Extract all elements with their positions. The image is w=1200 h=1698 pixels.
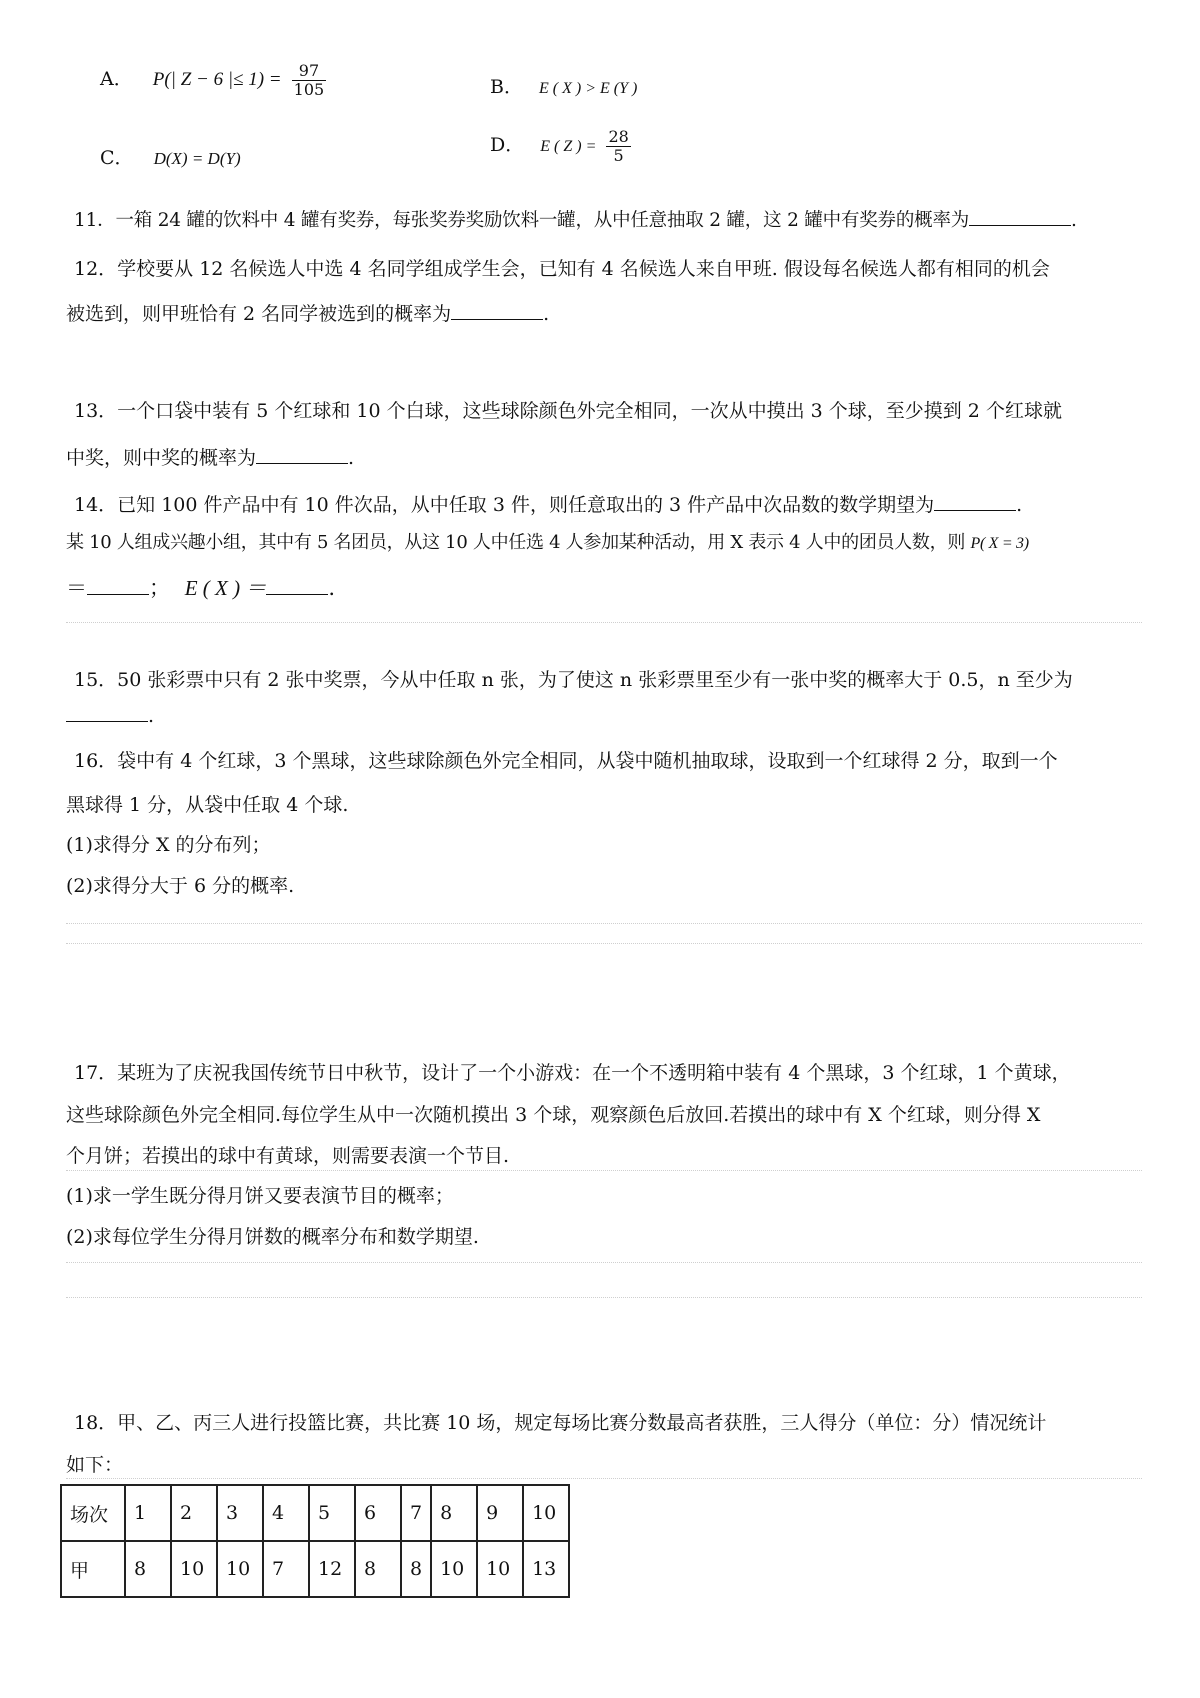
answer-blank xyxy=(87,593,149,595)
table-cell: 8 xyxy=(355,1541,401,1597)
divider xyxy=(66,1262,1142,1263)
answer-blank xyxy=(256,462,348,464)
option-d-denominator: 5 xyxy=(613,145,624,165)
question-16-part-1: (1)求得分 X 的分布列； xyxy=(66,834,271,856)
table-cell: 6 xyxy=(355,1485,401,1541)
option-d-label: D． xyxy=(490,134,525,157)
table-cell: 7 xyxy=(263,1541,309,1597)
question-12-text: 被选到，则甲班恰有 2 名同学被选到的概率为 xyxy=(66,303,452,325)
option-c-expr: D(X) = D(Y) xyxy=(153,149,241,168)
table-cell: 12 xyxy=(309,1541,355,1597)
option-b-label: B． xyxy=(490,76,523,98)
equals-sign: ＝ xyxy=(66,576,87,600)
question-15-line-2 xyxy=(66,705,154,727)
table-cell: 10 xyxy=(171,1541,217,1597)
question-18-line-2: 如下： xyxy=(66,1454,124,1476)
question-17-line-1: 17．某班为了庆祝我国传统节日中秋节，设计了一个小游戏：在一个不透明箱中装有 4 个黑球，3 个红球，1 个黄球， xyxy=(74,1062,1071,1084)
option-a xyxy=(100,62,326,98)
question-16-part-2: (2)求得分大于 6 分的概率. xyxy=(66,875,295,897)
question-17-line-3: 个月饼；若摸出的球中有黄球，则需要表演一个节目. xyxy=(66,1145,510,1167)
option-c-label: C． xyxy=(100,147,134,169)
divider xyxy=(66,943,1142,944)
table-cell: 1 xyxy=(125,1485,171,1541)
question-18-line-1: 18．甲、乙、丙三人进行投篮比赛，共比赛 10 场，规定每场比赛分数最高者获胜，三人得分（单位：分）情况统计 xyxy=(74,1412,1047,1434)
option-a-denominator: 105 xyxy=(293,79,325,99)
option-a-fraction xyxy=(292,62,327,98)
answer-blank xyxy=(66,720,148,722)
option-d xyxy=(490,128,631,164)
question-14-line-1: 14．已知 100 件产品中有 10 件次品，从中任取 3 件，则任意取出的 3 件产品中次品数的数学期望为 . xyxy=(74,494,1023,516)
answer-blank xyxy=(451,318,543,320)
table-cell: 甲 xyxy=(61,1541,125,1597)
question-11: 11．一箱 24 罐的饮料中 4 罐有奖券，每张奖券奖励饮料一罐，从中任意抽取 2 罐，这 2 罐中有奖券的概率为 . xyxy=(74,210,1077,231)
period: . xyxy=(328,576,336,600)
question-17-part-2: (2)求每位学生分得月饼数的概率分布和数学期望. xyxy=(66,1226,479,1248)
option-c xyxy=(100,143,241,170)
table-cell: 9 xyxy=(477,1485,523,1541)
question-13-text: 中奖，则中奖的概率为 xyxy=(66,447,257,469)
table-cell: 2 xyxy=(171,1485,217,1541)
table-row xyxy=(61,1485,569,1541)
answer-blank xyxy=(266,593,328,595)
option-d-expr: E ( Z ) = xyxy=(540,138,597,156)
option-d-fraction xyxy=(606,128,630,164)
question-11-text: 11．一箱 24 罐的饮料中 4 罐有奖券，每张奖券奖励饮料一罐，从中任意抽取 2 罐，这 2 罐中有奖券的概率为 xyxy=(74,210,970,231)
divider xyxy=(66,1170,1142,1171)
question-16-line-2: 黑球得 1 分，从袋中任取 4 个球. xyxy=(66,794,349,816)
question-12-line-2: 被选到，则甲班恰有 2 名同学被选到的概率为 . xyxy=(66,303,550,325)
table-cell: 8 xyxy=(125,1541,171,1597)
question-14-expr: P( X = 3) xyxy=(970,535,1029,552)
question-13-line-1: 13．一个口袋中装有 5 个红球和 10 个白球，这些球除颜色外完全相同，一次从中摸出 3 个球，至少摸到 2 个红球就 xyxy=(74,400,1062,422)
table-row xyxy=(61,1541,569,1597)
question-14-line-2 xyxy=(66,528,1029,554)
table-cell: 10 xyxy=(431,1541,477,1597)
table-cell: 5 xyxy=(309,1485,355,1541)
table-cell: 10 xyxy=(217,1541,263,1597)
period: . xyxy=(148,705,155,727)
answer-blank xyxy=(934,509,1016,511)
question-17-part-1: (1)求一学生既分得月饼又要表演节目的概率； xyxy=(66,1185,454,1207)
table-cell: 10 xyxy=(523,1485,569,1541)
table-cell: 场次 xyxy=(61,1485,125,1541)
divider xyxy=(66,1297,1142,1298)
question-12-line-1: 12．学校要从 12 名候选人中选 4 名同学组成学生会，已知有 4 名候选人来自甲班. 假设每名候选人都有相同的机会 xyxy=(74,258,1050,280)
table-cell: 13 xyxy=(523,1541,569,1597)
question-15-line-1: 15．50 张彩票中只有 2 张中奖票，今从中任取 n 张，为了使这 n 张彩票里至少有一张中奖的概率大于 0.5，n 至少为 xyxy=(74,669,1073,691)
option-a-label: A． xyxy=(100,68,133,91)
table-cell: 4 xyxy=(263,1485,309,1541)
answer-blank xyxy=(969,224,1071,226)
divider xyxy=(66,923,1142,924)
table-cell: 7 xyxy=(401,1485,431,1541)
table-cell: 8 xyxy=(401,1541,431,1597)
option-a-numerator: 97 xyxy=(292,62,327,81)
question-14-text-2: 某 10 人组成兴趣小组，其中有 5 名团员，从这 10 人中任选 4 人参加某种活动，用 X 表示 4 人中的团员人数，则 xyxy=(66,532,966,553)
question-14-line-3 xyxy=(66,572,335,602)
option-d-numerator: 28 xyxy=(608,127,629,146)
divider xyxy=(66,1478,1142,1479)
table-cell: 3 xyxy=(217,1485,263,1541)
scores-table xyxy=(60,1484,570,1598)
question-16-line-1: 16．袋中有 4 个红球，3 个黑球，这些球除颜色外完全相同，从袋中随机抽取球，设取到一个红球得 2 分，取到一个 xyxy=(74,750,1058,772)
divider xyxy=(66,622,1142,623)
table-cell: 8 xyxy=(431,1485,477,1541)
semicolon: ； xyxy=(149,576,170,600)
question-17-line-2: 这些球除颜色外完全相同.每位学生从中一次随机摸出 3 个球，观察颜色后放回.若摸出的球中有 X 个红球，则分得 X xyxy=(66,1104,1041,1126)
option-a-expr: P(| Z − 6 |≤ 1) = xyxy=(152,69,282,91)
option-b-expr: E ( X ) > E (Y ) xyxy=(539,80,638,97)
option-b xyxy=(490,72,637,99)
question-13-line-2: 中奖，则中奖的概率为 . xyxy=(66,447,355,469)
question-14-text: 14．已知 100 件产品中有 10 件次品，从中任取 3 件，则任意取出的 3 件产品中次品数的数学期望为 xyxy=(74,494,935,516)
table-cell: 10 xyxy=(477,1541,523,1597)
expectation-expr: E ( X ) ＝ xyxy=(184,576,267,600)
